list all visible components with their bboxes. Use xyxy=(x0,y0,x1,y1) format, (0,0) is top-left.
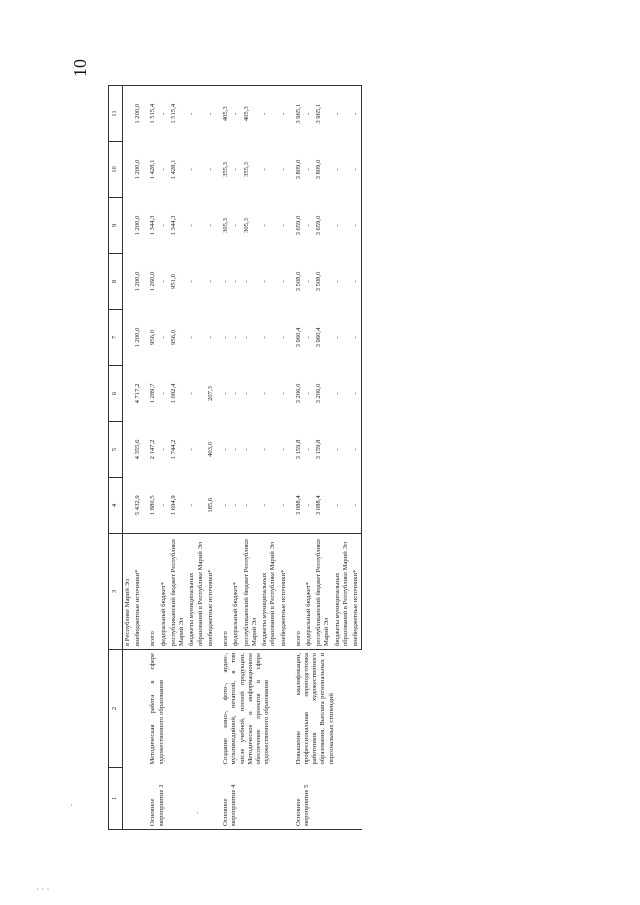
col-header: 1 xyxy=(109,768,123,830)
measure-cell xyxy=(133,768,143,830)
value-cell: 1 344,3 xyxy=(169,215,177,236)
value-cell: 1 260,0 xyxy=(149,271,157,292)
value-cell: - xyxy=(351,254,362,310)
value-cell: - xyxy=(279,448,287,451)
value-cell: 3 809,0 xyxy=(294,159,302,180)
value-cell: - xyxy=(206,168,214,171)
value-cell: 5 432,9 xyxy=(134,495,142,516)
value-cell: 951,0 xyxy=(169,274,177,289)
source-cell: внебюджетные источники* xyxy=(133,534,143,650)
scan-speck: · xyxy=(70,800,73,810)
col-header: 2 xyxy=(109,650,123,768)
value-cell: - xyxy=(159,224,167,227)
table-row xyxy=(289,86,304,830)
value-cell: - xyxy=(260,86,278,142)
value-cell: - xyxy=(231,86,241,142)
value-cell: - xyxy=(333,86,351,142)
value-cell: - xyxy=(222,392,230,395)
value-cell: - xyxy=(206,336,214,339)
scan-speck: · · · xyxy=(36,884,50,894)
value-cell: - xyxy=(159,168,167,171)
value-cell: 1 515,4 xyxy=(143,86,158,142)
value-cell: - xyxy=(159,280,167,283)
value-cell: - xyxy=(206,224,214,227)
value-cell: - xyxy=(159,504,167,507)
source-cell: внебюджетные источники* xyxy=(279,534,289,650)
value-cell: - xyxy=(279,280,287,283)
col-header: 3 xyxy=(109,534,123,650)
value-cell: - xyxy=(242,448,250,451)
value-cell: 3 659,0 xyxy=(294,215,302,236)
value-cell: - xyxy=(351,142,362,198)
source-cell: бюджеты муниципальных образований в Республике Марий Эл xyxy=(187,534,205,650)
value-cell: 956,0 xyxy=(149,330,157,345)
value-cell: - xyxy=(333,336,341,339)
col-header: 4 xyxy=(109,478,123,534)
value-cell: - xyxy=(232,280,240,283)
value-cell: - xyxy=(232,336,240,339)
value-cell: 305,3 xyxy=(242,218,250,233)
value-cell: - xyxy=(333,392,341,395)
source-cell: федеральный бюджет* xyxy=(304,534,314,650)
value-cell: 3 659,0 xyxy=(315,215,323,236)
source-cell: республиканский бюджет Республики Марий Эл xyxy=(169,534,187,650)
value-cell: - xyxy=(304,168,312,171)
value-cell: - xyxy=(279,86,289,142)
col-header: 6 xyxy=(109,366,123,422)
value-cell: - xyxy=(222,448,230,451)
value-cell: - xyxy=(232,448,240,451)
measure-cell: Основное мероприятие 4 xyxy=(216,768,289,830)
value-cell: - xyxy=(159,448,167,451)
value-cell: - xyxy=(351,310,362,366)
value-cell: 3 508,0 xyxy=(315,271,323,292)
source-cell: бюджеты муниципальных образований в Республике Марий Эл xyxy=(260,534,278,650)
value-cell: 403,0 xyxy=(206,442,214,457)
value-cell: - xyxy=(304,86,314,142)
value-cell: - xyxy=(232,504,240,507)
value-cell: - xyxy=(242,336,250,339)
value-cell: 1 344,3 xyxy=(149,215,157,236)
value-cell: 2 147,2 xyxy=(149,439,157,460)
value-cell: 1 428,1 xyxy=(149,159,157,180)
value-cell: - xyxy=(222,336,230,339)
value-cell: 3 809,0 xyxy=(315,159,323,180)
value-cell: - xyxy=(351,422,362,478)
source-cell: республиканский бюджет Республики Марий Эл xyxy=(242,534,260,650)
value-cell: - xyxy=(351,366,362,422)
source-cell: в Республике Марий Эл xyxy=(123,534,134,650)
value-cell: - xyxy=(222,504,230,507)
value-cell: 355,3 xyxy=(222,162,230,177)
value-cell: - xyxy=(304,504,312,507)
value-cell: 956,0 xyxy=(169,330,177,345)
value-cell: 3 960,4 xyxy=(294,327,302,348)
source-cell: всего xyxy=(143,534,158,650)
value-cell: - xyxy=(304,448,312,451)
value-cell: - xyxy=(242,280,250,283)
value-cell: 1 082,4 xyxy=(169,383,177,404)
source-cell: внебюджетные источники* xyxy=(351,534,362,650)
value-cell: 185,6 xyxy=(206,497,214,513)
value-cell: 3 088,4 xyxy=(315,495,323,516)
rotated-table-page xyxy=(108,86,616,830)
value-cell: - xyxy=(232,392,240,395)
value-cell: - xyxy=(159,336,167,339)
value-cell: 1 515,4 xyxy=(169,86,187,142)
value-cell: - xyxy=(261,280,269,283)
value-cell: - xyxy=(333,448,341,451)
value-cell: - xyxy=(188,392,196,395)
value-cell: 1 744,2 xyxy=(169,439,177,460)
value-cell: - xyxy=(279,504,287,507)
value-cell: - xyxy=(261,448,269,451)
value-cell: 355,3 xyxy=(242,162,250,177)
value-cell: 1 200,0 xyxy=(133,86,143,142)
value-cell: 3 206,0 xyxy=(294,383,302,404)
value-cell: - xyxy=(188,448,196,451)
page-number: 10 xyxy=(70,59,90,77)
value-cell: - xyxy=(242,504,250,507)
value-cell: 3 088,4 xyxy=(294,495,302,516)
value-cell: - xyxy=(206,86,216,142)
value-cell: 305,3 xyxy=(222,218,230,233)
value-cell: - xyxy=(206,280,214,283)
column-numbers-row xyxy=(109,86,123,830)
value-cell: - xyxy=(261,392,269,395)
col-header: 10 xyxy=(109,142,123,198)
title-cell: Методическая работа в сфере художественного образования xyxy=(149,653,165,765)
value-cell: 207,3 xyxy=(206,386,214,401)
source-cell: республиканский бюджет Республики Марий Эл xyxy=(314,534,332,650)
value-cell: - xyxy=(188,168,196,171)
value-cell: - xyxy=(304,392,312,395)
value-cell: 405,3 xyxy=(216,86,231,142)
source-cell: всего xyxy=(289,534,304,650)
value-cell: 1 428,1 xyxy=(169,159,177,180)
value-cell: - xyxy=(333,280,341,283)
value-cell: - xyxy=(261,504,269,507)
measure-cell: Основное мероприятие 3 xyxy=(143,768,216,830)
source-cell: внебюджетные источники* xyxy=(206,534,216,650)
value-cell: - xyxy=(261,168,269,171)
value-cell: - xyxy=(304,336,312,339)
scan-speck: · xyxy=(196,808,199,818)
col-header: 5 xyxy=(109,422,123,478)
title-cell: Повышение квалификации, профессиональная переподготовка работников художественного образования. Выплата региональных и персональных стипендий xyxy=(294,653,335,765)
value-cell: 405,3 xyxy=(242,86,260,142)
value-cell: - xyxy=(242,392,250,395)
value-cell: - xyxy=(304,224,312,227)
value-cell: - xyxy=(232,168,240,171)
title-cell: Создание кино-, фото-, аудио-, мультимедийной, печатной, в том числе учебной, нотной продукции. Методическое и информационное обеспечение проектов в сфере художественного образования xyxy=(222,653,271,765)
table-row xyxy=(133,86,143,830)
col-header: 7 xyxy=(109,310,123,366)
value-cell: 3 159,8 xyxy=(294,439,302,460)
source-cell: федеральный бюджет* xyxy=(159,534,169,650)
value-cell: 3 965,1 xyxy=(289,86,304,142)
title-cell xyxy=(133,650,143,768)
value-cell: 3 965,1 xyxy=(314,86,332,142)
value-cell: - xyxy=(351,198,362,254)
table-row xyxy=(216,86,231,830)
value-cell: 4 717,2 xyxy=(134,383,142,404)
value-cell: - xyxy=(279,336,287,339)
value-cell: - xyxy=(351,478,362,534)
value-cell: - xyxy=(261,224,269,227)
value-cell: 3 206,0 xyxy=(315,383,323,404)
value-cell: - xyxy=(159,392,167,395)
source-cell: всего xyxy=(216,534,231,650)
value-cell: - xyxy=(159,86,169,142)
value-cell: - xyxy=(333,504,341,507)
table-row xyxy=(143,86,158,830)
measure-cell: Основное мероприятие 5 xyxy=(289,768,362,830)
value-cell: - xyxy=(261,336,269,339)
value-cell: - xyxy=(188,336,196,339)
value-cell: - xyxy=(279,224,287,227)
value-cell: 1 200,0 xyxy=(134,327,142,348)
value-cell: - xyxy=(188,504,196,507)
value-cell: - xyxy=(187,86,205,142)
value-cell: - xyxy=(279,168,287,171)
value-cell: 3 960,4 xyxy=(315,327,323,348)
value-cell: 1 694,9 xyxy=(169,495,177,516)
source-cell: бюджеты муниципальных образований в Республике Марий Эл xyxy=(333,534,351,650)
value-cell: - xyxy=(304,280,312,283)
carry-over-row xyxy=(123,86,134,830)
value-cell: 1 200,0 xyxy=(134,215,142,236)
value-cell: - xyxy=(188,224,196,227)
col-header: 11 xyxy=(109,86,123,142)
value-cell: 3 159,8 xyxy=(315,439,323,460)
col-header: 9 xyxy=(109,198,123,254)
value-cell: 1 289,7 xyxy=(149,383,157,404)
table-body xyxy=(123,86,362,830)
value-cell: 4 355,6 xyxy=(134,439,142,460)
budget-table xyxy=(108,85,362,830)
value-cell: - xyxy=(222,280,230,283)
value-cell: - xyxy=(232,224,240,227)
value-cell: - xyxy=(333,224,341,227)
value-cell: - xyxy=(333,168,341,171)
value-cell: 1 200,0 xyxy=(134,159,142,180)
value-cell: 3 508,0 xyxy=(294,271,302,292)
value-cell: - xyxy=(279,392,287,395)
value-cell: - xyxy=(188,280,196,283)
source-cell: федеральный бюджет* xyxy=(231,534,241,650)
value-cell: 1 880,5 xyxy=(149,495,157,516)
col-header: 8 xyxy=(109,254,123,310)
value-cell: 1 200,0 xyxy=(134,271,142,292)
value-cell: - xyxy=(351,86,362,142)
